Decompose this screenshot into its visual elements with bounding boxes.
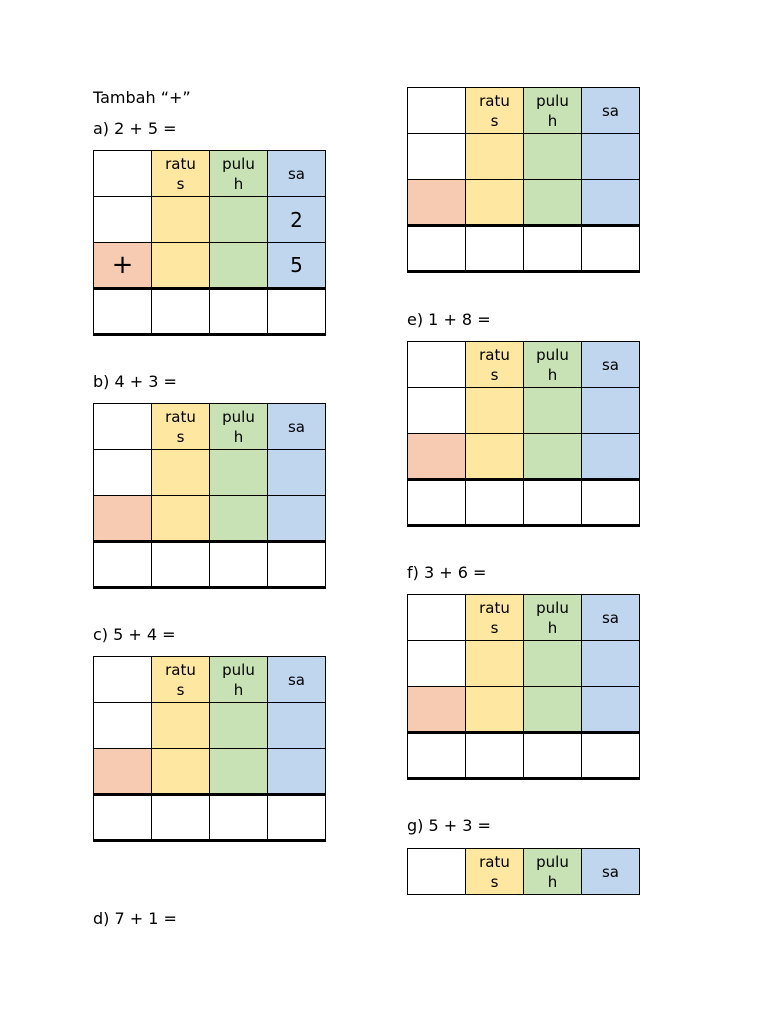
answer-cell[interactable] (268, 795, 326, 841)
header-puluh: pulu h (524, 342, 582, 388)
answer-cell[interactable] (152, 289, 210, 335)
header-ratus: ratu s (152, 657, 210, 703)
blank-cell (94, 703, 152, 749)
blank-cell (94, 450, 152, 496)
header-sa: sa (268, 404, 326, 450)
operator-cell[interactable] (94, 496, 152, 542)
header-ratus: ratu s (466, 849, 524, 895)
digit-cell-ratus[interactable] (152, 450, 210, 496)
answer-cell[interactable] (582, 733, 640, 779)
answer-cell[interactable] (466, 733, 524, 779)
blank-cell (94, 404, 152, 450)
blank-cell (408, 342, 466, 388)
digit-cell-sa[interactable] (582, 180, 640, 226)
digit-cell-sa[interactable]: 2 (268, 197, 326, 243)
answer-cell[interactable] (466, 480, 524, 526)
digit-cell-puluh[interactable] (210, 749, 268, 795)
answer-cell[interactable] (268, 542, 326, 588)
answer-cell[interactable] (94, 542, 152, 588)
header-ratus: ratu s (466, 595, 524, 641)
answer-cell[interactable] (524, 226, 582, 272)
answer-cell[interactable] (524, 480, 582, 526)
answer-cell[interactable] (408, 480, 466, 526)
answer-cell[interactable] (210, 289, 268, 335)
answer-cell[interactable] (94, 795, 152, 841)
digit-cell-ratus[interactable] (152, 496, 210, 542)
worksheet-title: Tambah “+” (93, 88, 191, 107)
answer-cell[interactable] (466, 226, 524, 272)
digit-cell-puluh[interactable] (524, 434, 582, 480)
place-value-table-d (407, 87, 640, 273)
problem-label-c: c) 5 + 4 = (93, 625, 176, 644)
digit-cell-ratus[interactable] (152, 197, 210, 243)
digit-cell-sa[interactable] (582, 434, 640, 480)
digit-cell-sa[interactable] (268, 496, 326, 542)
digit-cell-sa[interactable] (582, 388, 640, 434)
digit-cell-puluh[interactable] (524, 388, 582, 434)
answer-cell[interactable] (94, 289, 152, 335)
digit-cell-ratus[interactable] (152, 703, 210, 749)
problem-label-e: e) 1 + 8 = (407, 310, 491, 329)
blank-cell (408, 388, 466, 434)
digit-cell-sa[interactable] (582, 641, 640, 687)
blank-cell (408, 595, 466, 641)
digit-cell-sa[interactable] (582, 134, 640, 180)
answer-cell[interactable] (152, 542, 210, 588)
digit-cell-ratus[interactable] (152, 749, 210, 795)
header-puluh: pulu h (210, 404, 268, 450)
header-puluh: pulu h (524, 88, 582, 134)
blank-cell (408, 641, 466, 687)
place-value-table-e (407, 341, 640, 527)
header-puluh: pulu h (524, 849, 582, 895)
digit-cell-ratus[interactable] (466, 687, 524, 733)
digit-cell-ratus[interactable] (466, 180, 524, 226)
header-sa: sa (582, 595, 640, 641)
header-ratus: ratu s (466, 342, 524, 388)
operator-cell[interactable] (408, 434, 466, 480)
place-value-table-g (407, 848, 640, 895)
answer-cell[interactable] (210, 542, 268, 588)
blank-cell (94, 151, 152, 197)
operator-cell[interactable] (408, 687, 466, 733)
blank-cell (94, 657, 152, 703)
header-puluh: pulu h (210, 151, 268, 197)
digit-cell-puluh[interactable] (210, 450, 268, 496)
header-ratus: ratu s (152, 404, 210, 450)
digit-cell-sa[interactable] (268, 450, 326, 496)
digit-cell-ratus[interactable] (466, 388, 524, 434)
operator-cell: + (94, 243, 152, 289)
digit-cell-ratus[interactable] (466, 434, 524, 480)
place-value-table-a (93, 150, 326, 336)
header-puluh: pulu h (210, 657, 268, 703)
digit-cell-puluh[interactable] (210, 496, 268, 542)
header-sa: sa (582, 342, 640, 388)
answer-cell[interactable] (582, 226, 640, 272)
answer-cell[interactable] (210, 795, 268, 841)
digit-cell-sa[interactable] (268, 749, 326, 795)
blank-cell (408, 849, 466, 895)
header-sa: sa (268, 657, 326, 703)
answer-cell[interactable] (408, 733, 466, 779)
digit-cell-puluh[interactable] (210, 197, 268, 243)
problem-label-a: a) 2 + 5 = (93, 119, 177, 138)
digit-cell-ratus[interactable] (466, 134, 524, 180)
place-value-table-b (93, 403, 326, 589)
header-puluh: pulu h (524, 595, 582, 641)
digit-cell-puluh[interactable] (524, 641, 582, 687)
problem-label-f: f) 3 + 6 = (407, 563, 487, 582)
digit-cell-puluh[interactable] (210, 243, 268, 289)
digit-cell-puluh[interactable] (524, 687, 582, 733)
digit-cell-ratus[interactable] (466, 641, 524, 687)
blank-cell (408, 88, 466, 134)
header-sa: sa (268, 151, 326, 197)
answer-cell[interactable] (152, 795, 210, 841)
blank-cell (408, 134, 466, 180)
digit-cell-puluh[interactable] (210, 703, 268, 749)
operator-cell[interactable] (94, 749, 152, 795)
digit-cell-sa[interactable]: 5 (268, 243, 326, 289)
answer-cell[interactable] (408, 226, 466, 272)
digit-cell-ratus[interactable] (152, 243, 210, 289)
answer-cell[interactable] (268, 289, 326, 335)
header-ratus: ratu s (466, 88, 524, 134)
header-sa: sa (582, 88, 640, 134)
header-ratus: ratu s (152, 151, 210, 197)
operator-cell[interactable] (408, 180, 466, 226)
problem-label-b: b) 4 + 3 = (93, 372, 177, 391)
problem-label-g: g) 5 + 3 = (407, 816, 491, 835)
place-value-table-c (93, 656, 326, 842)
header-sa: sa (582, 849, 640, 895)
answer-cell[interactable] (524, 733, 582, 779)
blank-cell (94, 197, 152, 243)
digit-cell-puluh[interactable] (524, 180, 582, 226)
digit-cell-puluh[interactable] (524, 134, 582, 180)
digit-cell-sa[interactable] (268, 703, 326, 749)
digit-cell-sa[interactable] (582, 687, 640, 733)
problem-label-d: d) 7 + 1 = (93, 909, 177, 928)
place-value-table-f (407, 594, 640, 780)
answer-cell[interactable] (582, 480, 640, 526)
